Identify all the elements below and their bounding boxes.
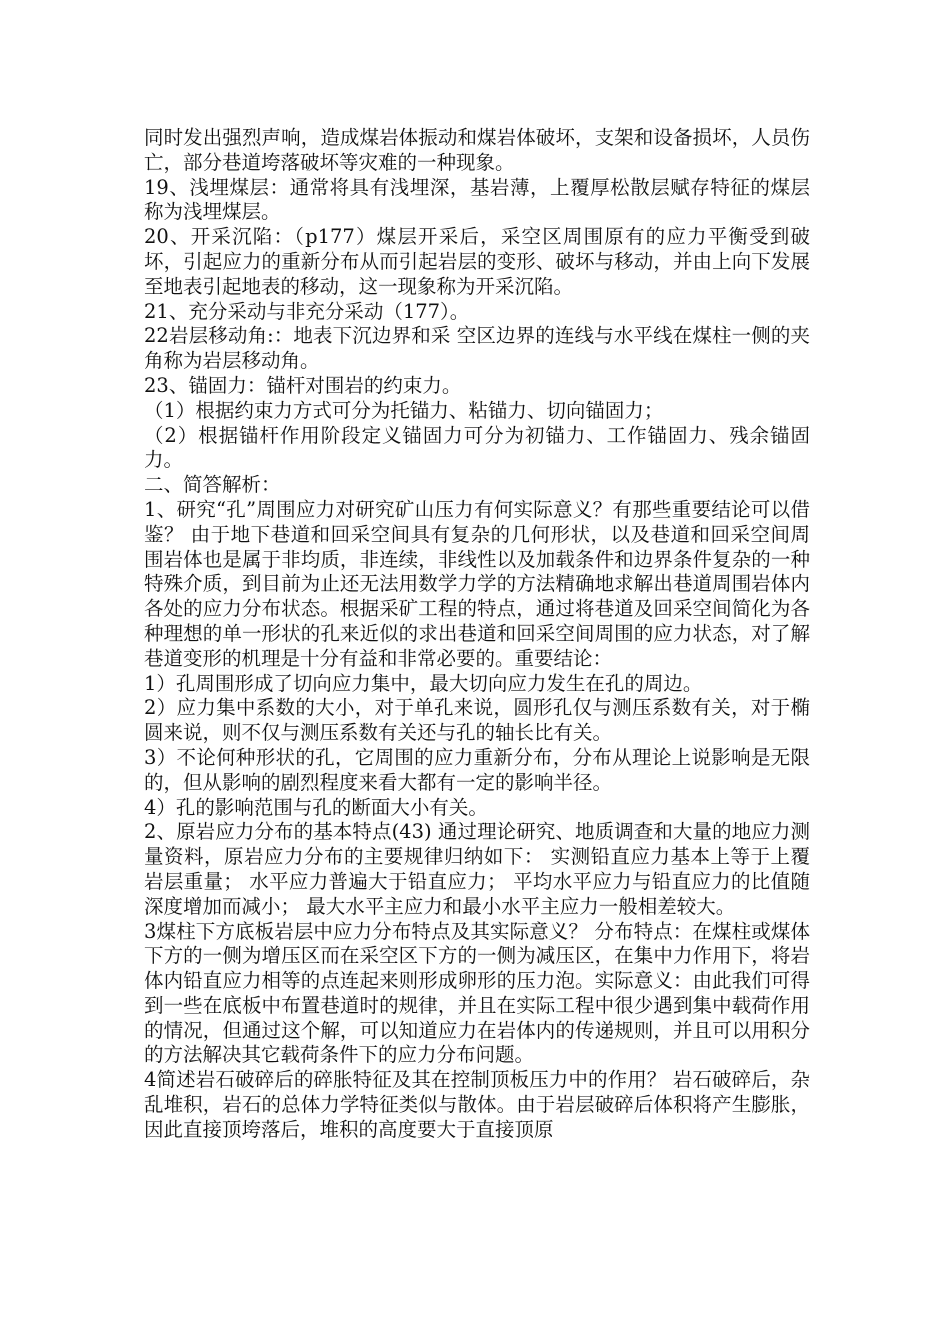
paragraph-q1-conclusion-2: 2）应力集中系数的大小，对于单孔来说，圆形孔仅与测压系数有关，对于椭圆来说，则不仅与测压系数有关还与孔的轴长比有关。	[144, 696, 810, 745]
paragraph-23-item-2: （2）根据锚杆作用阶段定义锚固力可分为初锚力、工作锚固力、残余锚固力。	[144, 423, 810, 472]
document-body	[144, 126, 810, 1143]
paragraph-21-full-extraction: 21、充分采动与非充分采动（177）。	[144, 299, 470, 323]
paragraph-rockburst-continued: 同时发出强烈声响，造成煤岩体振动和煤岩体破坏，支架和设备损坏，人员伤亡，部分巷道垮落破坏等灾难的一种现象。	[144, 126, 810, 174]
paragraph-q3-floor-stress: 3煤柱下方底板岩层中应力分布特点及其实际意义？ 分布特点：在煤柱或煤体下方的一侧为增压区而在采空区下方的一侧为减压区，在集中力作用下，将岩体内铅直应力相等的点连起来则形成卵形的压力泡。实际意义：由此我们可得到一些在底板中布置巷道时的规律，并且在实际工程中很少遇到集中载荷作用的情况，但通过这个解，可以知道应力在岩体内的传递规则，并且可以用积分的方法解决其它载荷条件下的应力分布问题。	[144, 919, 810, 1067]
paragraph-23-item-1: （1）根据约束力方式可分为托锚力、粘锚力、切向锚固力；	[144, 398, 664, 422]
paragraph-22-strata-movement-angle: 22岩层移动角:：地表下沉边界和采 空区边界的连线与水平线在煤柱一侧的夹角称为岩层移动角。	[144, 324, 810, 373]
paragraph-23-anchoring-force: 23、锚固力：锚杆对围岩的约束力。	[144, 373, 462, 397]
paragraph-q2-in-situ-stress: 2、原岩应力分布的基本特点(43) 通过理论研究、地质调查和大量的地应力测量资料，原岩应力分布的主要规律归纳如下： 实测铅直应力基本上等于上覆岩层重量； 水平应力普遍大于铅直应力； 平均水平应力与铅直应力的比值随深度增加而减小； 最大水平主应力和最小水平主应力一般相差较大。	[144, 820, 810, 918]
paragraph-19-shallow-seam: 19、浅埋煤层：通常将具有浅埋深，基岩薄，上覆厚松散层赋存特征的煤层称为浅埋煤层。	[144, 175, 810, 224]
paragraph-q1-hole-stress: 1、研究“孔”周围应力对研究矿山压力有何实际意义？有那些重要结论可以借鉴？ 由于地下巷道和回采空间具有复杂的几何形状，以及巷道和回采空间周围岩体也是属于非均质，非连续，非线性以及加载条件和边界条件复杂的一种特殊介质，到目前为止还无法用数学力学的方法精确地求解出巷道周围岩体内各处的应力分布状态。根据采矿工程的特点，通过将巷道及回采空间简化为各种理想的单一形状的孔来近似的求出巷道和回采空间周围的应力状态，对了解巷道变形的机理是十分有益和非常必要的。重要结论：	[144, 497, 810, 670]
paragraph-q1-conclusion-1: 1）孔周围形成了切向应力集中，最大切向应力发生在孔的周边。	[144, 671, 703, 695]
paragraph-20-mining-subsidence: 20、开采沉陷：（p177）煤层开采后，采空区周围原有的应力平衡受到破坏，引起应力的重新分布从而引起岩层的变形、破坏与移动，并由上向下发展至地表引起地表的移动，这一现象称为开采沉陷。	[144, 225, 810, 298]
paragraph-q4-rock-bulking: 4简述岩石破碎后的碎胀特征及其在控制顶板压力中的作用？ 岩石破碎后，杂乱堆积，岩石的总体力学特征类似与散体。由于岩层破碎后体积将产生膨胀，因此直接顶垮落后，堆积的高度要大于直接顶原	[144, 1068, 810, 1141]
section-heading-short-answers: 二、简答解析：	[144, 473, 281, 497]
paragraph-q1-conclusion-3: 3）不论何种形状的孔，它周围的应力重新分布，分布从理论上说影响是无限的，但从影响的剧烈程度来看大都有一定的影响半径。	[144, 745, 810, 794]
paragraph-q1-conclusion-4: 4）孔的影响范围与孔的断面大小有关。	[144, 795, 488, 819]
